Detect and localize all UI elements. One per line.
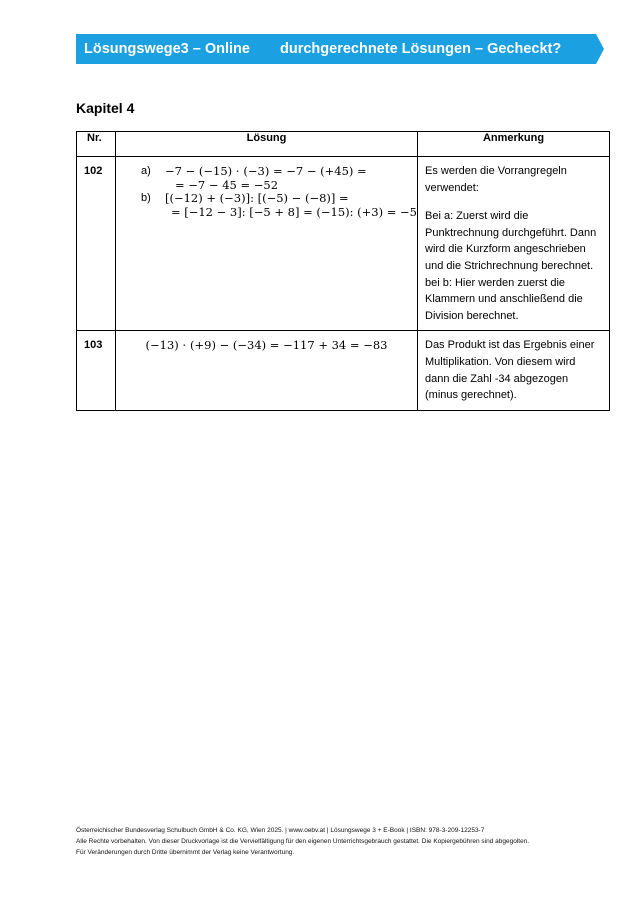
solution-cell (116, 331, 418, 410)
header-banner (76, 34, 604, 64)
note-cell (418, 157, 610, 331)
footer (76, 825, 529, 858)
header-title: Lösungswege3 – Online (84, 41, 250, 57)
solution-line: [(−12) + (−3)]: [(−5) − (−8)] = (165, 191, 349, 205)
note-cell (418, 331, 610, 410)
solution-line: = −7 − 45 = −52 (175, 177, 279, 192)
note-text: Bei a: Zuerst wird die Punktrechnung durchgeführt. Dann wird die Kurzform angeschrieben und die Strichrechnung berechnet. (425, 210, 597, 272)
footer-line: Für Veränderungen durch Dritte übernimmt der Verlag keine Verantwortung. (76, 849, 295, 856)
footer-line: Alle Rechte vorbehalten. Von dieser Druckvorlage ist die Vervielfältigung für den eigenen Unterrichtsgebrauch gestattet. Die Kopiergebühren sind abgegolten. (76, 838, 530, 845)
note-text: bei b: Hier werden zuerst die Klammern und anschließend die Division berechnet. (425, 276, 583, 322)
table-row (77, 331, 610, 410)
table-row (77, 157, 610, 331)
solution-cell (116, 157, 418, 331)
row-number: 102 (77, 157, 116, 331)
column-header-loesung: Lösung (116, 132, 418, 157)
column-header-nr: Nr. (77, 132, 116, 157)
solutions-table (76, 131, 610, 411)
solution-line: −7 − (−15) ⋅ (−3) = −7 − (+45) = (165, 164, 367, 178)
row-number: 103 (77, 331, 116, 410)
header-subtitle: durchgerechnete Lösungen – Gecheckt? (280, 41, 562, 57)
solution-line: (−13) ⋅ (+9) − (−34) = −117 + 34 = −83 (145, 338, 388, 353)
note-text: Es werden die Vorrangregeln verwendet: (425, 165, 567, 194)
table-header-row (77, 132, 610, 157)
footer-line: Österreichischer Bundesverlag Schulbuch GmbH & Co. KG, Wien 2025. | www.oebv.at | Lösungswege 3 + E-Book | ISBN: 978-3-209-12253-7 (76, 827, 485, 834)
part-label: a) (141, 165, 151, 177)
column-header-anmerkung: Anmerkung (418, 132, 610, 157)
note-text: Das Produkt ist das Ergebnis einer Multiplikation. Von diesem wird dann die Zahl -34 abgezogen (minus gerechnet). (425, 339, 595, 402)
solution-line: = [−12 − 3]: [−5 + 8] = (−15): (+3) = −5 (170, 204, 417, 219)
chapter-heading: Kapitel 4 (76, 100, 135, 116)
part-label: b) (141, 192, 151, 204)
